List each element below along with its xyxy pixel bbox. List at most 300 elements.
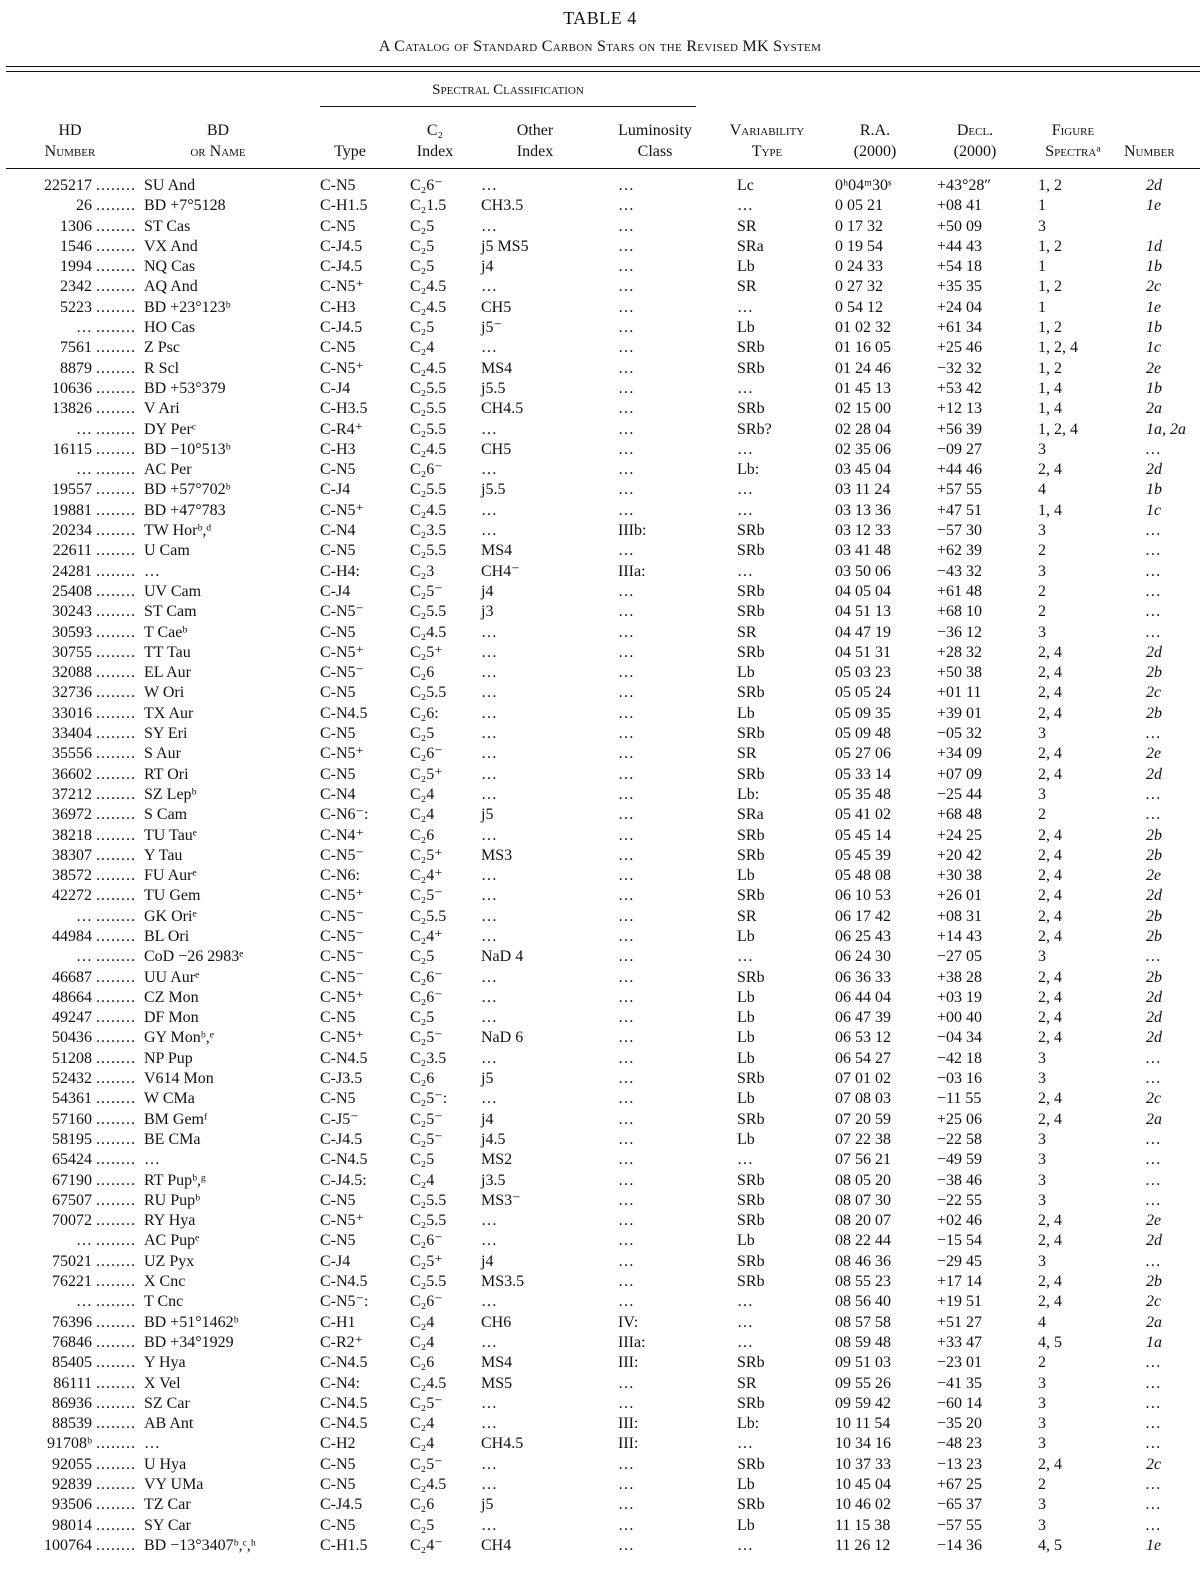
luminosity-class: … <box>618 1191 634 1209</box>
other-index: … <box>481 867 497 885</box>
leader-dots: ........ <box>96 339 136 357</box>
table-row <box>0 176 1200 196</box>
figure-spectra: 3 <box>1038 1496 1046 1514</box>
c2-index: C₂6⁻ <box>410 968 443 986</box>
c2-index: C₂5⁻ <box>410 1455 443 1473</box>
other-index: j5 <box>481 1496 494 1514</box>
variability-type: SRb <box>737 1394 765 1412</box>
type: C-J4.5 <box>320 1130 363 1148</box>
luminosity-class: … <box>618 907 634 925</box>
luminosity-class: … <box>618 1394 634 1412</box>
leader-dots: ........ <box>96 197 136 215</box>
bd-name: RU Pupᵇ <box>144 1191 201 1209</box>
leader-dots: ........ <box>96 237 136 255</box>
number: 1a, 2a <box>1146 420 1186 438</box>
c2-index: C₂5.5 <box>410 542 447 560</box>
ra: 04 51 31 <box>835 643 891 661</box>
header-ra: R.A. (2000) <box>853 122 897 160</box>
c2-index: C₂5 <box>410 1009 435 1027</box>
c2-index: C₂4⁺ <box>410 927 443 945</box>
c2-index: C₂5 <box>410 258 435 276</box>
hd-number: 49247 <box>52 1009 92 1027</box>
hd-number: … <box>76 907 92 925</box>
number: … <box>1146 1394 1161 1412</box>
decl: −05 32 <box>937 725 983 743</box>
luminosity-class: … <box>618 1455 634 1473</box>
variability-type: … <box>737 1536 753 1554</box>
luminosity-class: … <box>618 643 634 661</box>
number: 2c <box>1146 278 1162 296</box>
number: 2b <box>1146 664 1162 682</box>
hd-number: 38218 <box>52 826 92 844</box>
luminosity-class: III: <box>618 1415 639 1433</box>
ra: 0ʰ04ᵐ30ˢ <box>835 177 892 194</box>
ra: 06 24 30 <box>835 948 891 966</box>
other-index: … <box>481 1415 497 1433</box>
luminosity-class: … <box>618 1171 634 1189</box>
leader-dots: ........ <box>96 379 136 397</box>
decl: +68 10 <box>937 603 983 621</box>
number: … <box>1146 1171 1161 1189</box>
number: … <box>1146 1252 1161 1270</box>
leader-dots: ........ <box>96 846 136 864</box>
c2-index: C₂5⁻ <box>410 1130 443 1148</box>
other-index: … <box>481 664 497 682</box>
c2-index: C₂4.5 <box>410 298 447 316</box>
ra: 0 24 33 <box>835 258 883 276</box>
bd-name: W Ori <box>144 684 185 702</box>
table-row <box>0 724 1200 744</box>
hd-number: 70072 <box>52 1212 92 1230</box>
type: C-J4 <box>320 379 351 397</box>
type: C-N5 <box>320 684 356 702</box>
bd-name: UZ Pyx <box>144 1252 195 1270</box>
c2-index: C₂4 <box>410 1171 435 1189</box>
ra: 04 05 04 <box>835 582 891 600</box>
type: C-N5⁺ <box>320 501 364 519</box>
hd-number: 36602 <box>52 765 92 783</box>
number: 2b <box>1146 704 1162 722</box>
hd-number: 24281 <box>52 562 92 580</box>
hd-number: 20234 <box>52 522 92 540</box>
variability-type: SRb <box>737 643 765 661</box>
table-row <box>0 765 1200 785</box>
other-index: … <box>481 725 497 743</box>
leader-dots: ........ <box>96 603 136 621</box>
table-row <box>0 1130 1200 1150</box>
luminosity-class: … <box>618 1151 634 1169</box>
variability-type: SRb <box>737 887 765 905</box>
bd-name: RY Hya <box>144 1212 196 1230</box>
c2-index: C₂6 <box>410 1354 435 1372</box>
type: C-J4 <box>320 582 351 600</box>
other-index: j5 MS5 <box>481 237 529 255</box>
figure-spectra: 3 <box>1038 1415 1046 1433</box>
bd-name: SY Car <box>144 1516 191 1534</box>
variability-type: … <box>737 501 753 519</box>
hd-number: 7561 <box>60 339 92 357</box>
ra: 10 45 04 <box>835 1476 891 1493</box>
variability-type: SRb <box>737 1496 765 1514</box>
table-row <box>0 1049 1200 1069</box>
table-row <box>0 420 1200 440</box>
hd-number: 67190 <box>52 1171 92 1189</box>
c2-index: C₂4 <box>410 1313 435 1331</box>
type: C-N5 <box>320 1476 356 1493</box>
bd-name: … <box>144 562 160 580</box>
other-index: … <box>481 927 497 945</box>
variability-type: SRa <box>737 806 764 824</box>
c2-index: C₂3.5 <box>410 522 447 540</box>
ra: 05 05 24 <box>835 684 891 702</box>
bd-name: BD +57°702ᵇ <box>144 481 231 499</box>
hd-number: 92839 <box>52 1476 92 1493</box>
leader-dots: ........ <box>96 745 136 763</box>
luminosity-class: … <box>618 1252 634 1270</box>
figure-spectra: 1, 4 <box>1038 501 1062 519</box>
leader-dots: ........ <box>96 501 136 519</box>
hd-number: 75021 <box>52 1252 92 1270</box>
number: 1e <box>1146 1536 1162 1554</box>
c2-index: C₂6⁻ <box>410 177 443 194</box>
figure-spectra: 1, 4 <box>1038 379 1062 397</box>
decl: +62 39 <box>937 542 983 560</box>
decl: −48 23 <box>937 1435 983 1453</box>
ra: 08 57 58 <box>835 1313 891 1331</box>
type: C-N5⁻ <box>320 907 364 925</box>
ra: 05 35 48 <box>835 785 891 803</box>
decl: +43°28″ <box>937 177 992 194</box>
other-index: j4 <box>481 1110 494 1128</box>
other-index: … <box>481 745 497 763</box>
leader-dots: ........ <box>96 562 136 580</box>
header-bottom-rule <box>6 168 1200 169</box>
c2-index: C₂5.5 <box>410 481 447 499</box>
figure-spectra: 1, 2 <box>1038 359 1062 377</box>
leader-dots: ........ <box>96 623 136 641</box>
table-row <box>0 217 1200 237</box>
type: C-N5 <box>320 217 356 235</box>
hd-number: 92055 <box>52 1455 92 1473</box>
other-index: … <box>481 887 497 905</box>
decl: +50 38 <box>937 664 983 682</box>
table-row <box>0 1272 1200 1292</box>
other-index: … <box>481 907 497 925</box>
header-c2: C₂ Index <box>416 122 454 160</box>
type: C-N4.5 <box>320 1049 368 1067</box>
number: 2d <box>1146 1009 1162 1027</box>
variability-type: SR <box>737 623 757 641</box>
figure-spectra: 2, 4 <box>1038 927 1062 945</box>
variability-type: SRb <box>737 968 765 986</box>
variability-type: Lb <box>737 1049 755 1067</box>
variability-type: Lb <box>737 1029 755 1047</box>
hd-number: 19557 <box>52 481 92 499</box>
hd-number: 1306 <box>60 217 92 235</box>
leader-dots: ........ <box>96 278 136 296</box>
ra: 03 11 24 <box>835 481 891 499</box>
bd-name: … <box>144 1151 160 1169</box>
type: C-J4.5 <box>320 258 363 276</box>
c2-index: C₂5 <box>410 237 435 255</box>
variability-type: Lb <box>737 867 755 885</box>
leader-dots: ........ <box>96 643 136 661</box>
decl: +24 25 <box>937 826 983 844</box>
type: C-J4.5 <box>320 237 363 255</box>
variability-type: SRb <box>737 1171 765 1189</box>
variability-type: Lb <box>737 664 755 682</box>
number: 2d <box>1146 643 1162 661</box>
variability-type: … <box>737 379 753 397</box>
type: C-N5⁺ <box>320 1212 364 1230</box>
ra: 06 10 53 <box>835 887 891 905</box>
table-subtitle: A Catalog of Standard Carbon Stars on the Revised MK System <box>378 38 822 55</box>
c2-index: C₂5 <box>410 1151 435 1169</box>
bd-name: RT Pupᵇ,ᵍ <box>144 1171 206 1189</box>
hd-number: … <box>76 948 92 966</box>
number: 2c <box>1146 1455 1162 1473</box>
figure-spectra: 3 <box>1038 725 1046 743</box>
variability-type: Lb: <box>737 461 760 479</box>
figure-spectra: 2 <box>1038 542 1046 560</box>
type: C-N5⁺ <box>320 745 364 763</box>
luminosity-class: III: <box>618 1354 639 1372</box>
table-row <box>0 968 1200 988</box>
luminosity-class: … <box>618 481 634 499</box>
c2-index: C₂5⁻ <box>410 1110 443 1128</box>
leader-dots: ........ <box>96 1293 136 1311</box>
variability-type: SRb <box>737 582 765 600</box>
variability-type: SRb <box>737 1252 765 1270</box>
table-row <box>0 602 1200 622</box>
number: … <box>1146 623 1161 641</box>
luminosity-class: … <box>618 725 634 743</box>
table-row <box>0 947 1200 967</box>
leader-dots: ........ <box>96 1151 136 1169</box>
hd-number: 85405 <box>52 1354 92 1372</box>
other-index: … <box>481 1049 497 1067</box>
number: 1c <box>1146 339 1162 357</box>
number: … <box>1146 1374 1161 1392</box>
hd-number: 51208 <box>52 1049 92 1067</box>
table-row <box>0 562 1200 582</box>
type: C-N5 <box>320 1455 356 1473</box>
hd-number: 50436 <box>52 1029 92 1047</box>
ra: 10 46 02 <box>835 1496 891 1514</box>
number: 2e <box>1146 359 1162 377</box>
luminosity-class: … <box>618 968 634 986</box>
table-row <box>0 1536 1200 1556</box>
table-row <box>0 1333 1200 1353</box>
c2-index: C₂4.5 <box>410 278 447 296</box>
leader-dots: ........ <box>96 1455 136 1473</box>
bd-name: DY Perᶜ <box>144 420 196 438</box>
table-row <box>0 359 1200 379</box>
luminosity-class: … <box>618 420 634 438</box>
variability-type: Lb <box>737 258 755 276</box>
bd-name: HO Cas <box>144 319 196 337</box>
figure-spectra: 4 <box>1038 481 1046 499</box>
table-row <box>0 704 1200 724</box>
c2-index: C₂4.5 <box>410 623 447 641</box>
table-row <box>0 1110 1200 1130</box>
decl: −65 37 <box>937 1496 983 1514</box>
bd-name: RT Ori <box>144 765 189 783</box>
bd-name: BM Gemᶠ <box>144 1110 208 1128</box>
decl: −41 35 <box>937 1374 983 1392</box>
ra: 01 16 05 <box>835 339 891 357</box>
type: C-N5 <box>320 1009 356 1027</box>
luminosity-class: … <box>618 339 634 357</box>
number: … <box>1146 582 1161 600</box>
bd-name: W CMa <box>144 1090 195 1108</box>
figure-spectra: 3 <box>1038 562 1046 580</box>
decl: −42 18 <box>937 1049 983 1067</box>
table-row <box>0 1211 1200 1231</box>
decl: −38 46 <box>937 1171 983 1189</box>
number: 2b <box>1146 1273 1162 1291</box>
bd-name: AC Pupᵉ <box>144 1232 200 1250</box>
figure-spectra: 3 <box>1038 1516 1046 1534</box>
other-index: … <box>481 501 497 519</box>
ra: 0 19 54 <box>835 237 883 255</box>
bd-name: TT Tau <box>144 643 191 661</box>
c2-index: C₂5⁻ <box>410 582 443 600</box>
figure-spectra: 3 <box>1038 623 1046 641</box>
type: C-N5⁻ <box>320 603 364 621</box>
number: 2e <box>1146 745 1162 763</box>
figure-spectra: 2, 4 <box>1038 1009 1062 1027</box>
figure-spectra: 1, 2 <box>1038 177 1062 194</box>
hd-number: 38307 <box>52 846 92 864</box>
ra: 02 15 00 <box>835 400 891 418</box>
top-rule-double <box>6 71 1200 72</box>
ra: 01 02 32 <box>835 319 891 337</box>
bd-name: EL Aur <box>144 664 191 682</box>
c2-index: C₂6 <box>410 1070 435 1088</box>
figure-spectra: 2, 4 <box>1038 1212 1062 1230</box>
number: … <box>1146 785 1161 803</box>
figure-spectra: 1 <box>1038 197 1046 215</box>
other-index: j5⁻ <box>481 319 502 337</box>
hd-number: … <box>76 319 92 337</box>
variability-type: SRa <box>737 237 764 255</box>
type: C-N4.5 <box>320 1273 368 1291</box>
c2-index: C₂5.5 <box>410 420 447 438</box>
ra: 08 46 36 <box>835 1252 891 1270</box>
decl: +67 25 <box>937 1476 983 1493</box>
table-row <box>0 1171 1200 1191</box>
type: C-N4 <box>320 785 356 803</box>
hd-number: … <box>76 1232 92 1250</box>
leader-dots: ........ <box>96 704 136 722</box>
variability-type: SRb <box>737 603 765 621</box>
figure-spectra: 1 <box>1038 298 1046 316</box>
number: 2c <box>1146 684 1162 702</box>
leader-dots: ........ <box>96 826 136 844</box>
number: 1e <box>1146 298 1162 316</box>
number: … <box>1146 1476 1161 1493</box>
other-index: CH5 <box>481 298 512 316</box>
leader-dots: ........ <box>96 1516 136 1534</box>
c2-index: C₂6⁻ <box>410 1293 443 1311</box>
number: 1b <box>1146 258 1162 276</box>
variability-type: … <box>737 1333 753 1351</box>
bd-name: X Vel <box>144 1374 181 1392</box>
other-index: … <box>481 1455 497 1473</box>
table-row <box>0 460 1200 480</box>
decl: +34 09 <box>937 745 983 763</box>
c2-index: C₂5⁻ <box>410 1394 443 1412</box>
table-row <box>0 623 1200 643</box>
variability-type: Lb <box>737 1516 755 1534</box>
ra: 09 59 42 <box>835 1394 891 1412</box>
bd-name: CZ Mon <box>144 988 199 1006</box>
variability-type: … <box>737 1435 753 1453</box>
ra: 08 05 20 <box>835 1171 891 1189</box>
c2-index: C₂5⁻ <box>410 1029 443 1047</box>
header-luminosity: Luminosity Class <box>618 122 692 160</box>
ra: 0 05 21 <box>835 197 883 215</box>
c2-index: C₂4 <box>410 785 435 803</box>
ra: 10 11 54 <box>835 1415 891 1433</box>
table-row <box>0 338 1200 358</box>
other-index: … <box>481 643 497 661</box>
decl: +12 13 <box>937 400 983 418</box>
variability-type: Lb <box>737 1090 755 1108</box>
table-row <box>0 480 1200 500</box>
ra: 08 20 07 <box>835 1212 891 1230</box>
figure-spectra: 3 <box>1038 1151 1046 1169</box>
number: 1d <box>1146 237 1162 255</box>
luminosity-class: … <box>618 867 634 885</box>
ra: 04 51 13 <box>835 603 891 621</box>
variability-type: SRb <box>737 1110 765 1128</box>
c2-index: C₂5.5 <box>410 379 447 397</box>
luminosity-class: … <box>618 1516 634 1534</box>
leader-dots: ........ <box>96 440 136 458</box>
table-row <box>0 927 1200 947</box>
number: … <box>1146 1191 1161 1209</box>
leader-dots: ........ <box>96 1536 136 1554</box>
leader-dots: ........ <box>96 988 136 1006</box>
decl: +00 40 <box>937 1009 983 1027</box>
number: 1b <box>1146 319 1162 337</box>
number: 2b <box>1146 968 1162 986</box>
leader-dots: ........ <box>96 1415 136 1433</box>
number: 2d <box>1146 887 1162 905</box>
variability-type: SRb <box>737 765 765 783</box>
c2-index: C₂5⁺ <box>410 643 443 661</box>
leader-dots: ........ <box>96 927 136 945</box>
figure-spectra: 1, 2 <box>1038 319 1062 337</box>
other-index: … <box>481 684 497 702</box>
luminosity-class: … <box>618 582 634 600</box>
variability-type: … <box>737 440 753 458</box>
other-index: … <box>481 420 497 438</box>
header-bd: BD or Name <box>190 122 246 160</box>
luminosity-class: … <box>618 948 634 966</box>
bd-name: AQ And <box>144 278 198 296</box>
type: C-H1.5 <box>320 1536 368 1554</box>
ra: 06 44 04 <box>835 988 891 1006</box>
leader-dots: ........ <box>96 1394 136 1412</box>
number: 2e <box>1146 1212 1162 1230</box>
hd-number: 76846 <box>52 1333 92 1351</box>
bd-name: UU Aurᵉ <box>144 968 200 986</box>
decl: −25 44 <box>937 785 983 803</box>
other-index: j5 <box>481 1070 494 1088</box>
